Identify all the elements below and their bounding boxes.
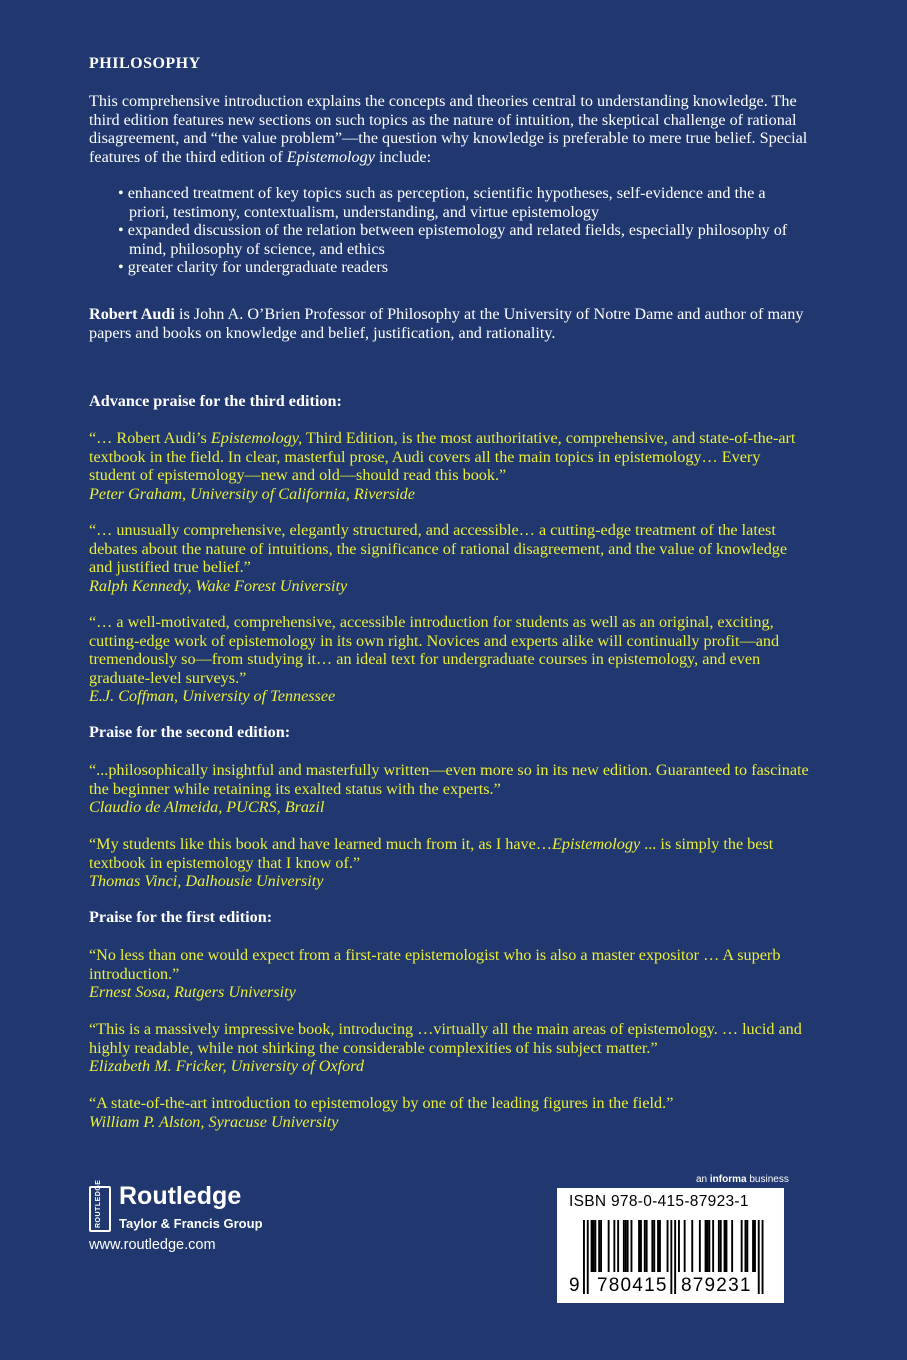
- author-bio: [89, 305, 809, 342]
- barcode-bar: [718, 1220, 720, 1272]
- quote-attribution: William P. Alston, Syracuse University: [89, 1112, 339, 1131]
- isbn-barcode: [557, 1188, 784, 1303]
- barcode-bar: [591, 1220, 593, 1272]
- barcode-bar: [731, 1220, 733, 1272]
- barcode-bar: [678, 1220, 680, 1272]
- barcode-bar: [705, 1220, 707, 1272]
- feature-item: • expanded discussion of the relation between epistemology and related fields, especially philosophy of mind, philosophy of science, and ethics: [118, 221, 808, 258]
- barcode-bar: [608, 1220, 610, 1272]
- quote-attribution: Thomas Vinci, Dalhousie University: [89, 872, 324, 890]
- quote-attribution: Elizabeth M. Fricker, University of Oxford: [89, 1057, 364, 1075]
- author-name: Robert Audi: [89, 305, 175, 323]
- isbn-label: ISBN 978-0-415-87923-1: [569, 1193, 749, 1210]
- barcode-bar: [613, 1220, 615, 1272]
- barcode-bar: [623, 1220, 625, 1272]
- barcode-bar: [752, 1220, 754, 1272]
- publisher-group: Taylor & Francis Group: [119, 1216, 263, 1231]
- section-heading-third-edition: Advance praise for the third edition:: [89, 392, 342, 410]
- barcode-bar: [593, 1220, 595, 1272]
- feature-item: • greater clarity for undergraduate readers: [118, 258, 808, 277]
- praise-quote: “No less than one would expect from a first-rate epistemologist who is also a master expositor … A superb introduction.” Ernest Sosa, Rutgers University: [89, 946, 809, 1002]
- praise-quote: “...philosophically insightful and masterfully written—even more so in its new edition. Guaranteed to fascinate the beginner while retaining its exalted status with the experts.” Claudio de Almeida, PUCRS, Brazil: [89, 761, 809, 816]
- praise-quote: “This is a massively impressive book, introducing …virtually all the main areas of epistemology. … lucid and highly readable, while not shirking the considerable complexities of his subject matter.” Elizabeth M. Fricker, University of Oxford: [89, 1020, 809, 1076]
- barcode-bar: [670, 1220, 672, 1294]
- description-end: include:: [374, 147, 432, 166]
- barcode-bar: [708, 1220, 710, 1272]
- praise-quote: “A state-of-the-art introduction to epistemology by one of the leading figures in the field.” William P. Alston, Syracuse University: [89, 1094, 809, 1131]
- barcode-bar: [659, 1220, 661, 1272]
- barcode-bar: [640, 1220, 642, 1272]
- barcode-bar: [657, 1220, 659, 1272]
- barcode-bar: [631, 1220, 633, 1272]
- quote-attribution: E.J. Coffman, University of Tennessee: [89, 687, 336, 705]
- barcode-bar: [712, 1220, 714, 1272]
- barcode-bar: [724, 1220, 726, 1272]
- barcode-bar: [617, 1220, 619, 1272]
- publisher-logo: [89, 1179, 279, 1256]
- barcode-bar: [653, 1220, 655, 1272]
- routledge-mark-icon: ROUTLEDGE: [89, 1186, 111, 1232]
- barcode-bar: [625, 1220, 627, 1272]
- praise-quote: “… Robert Audi’s Epistemology, Third Edition, is the most authoritative, comprehensive, and state-of-the-art textbook in the field. In clear, masterful prose, Audi covers all the main topics in epistemology… Every student of epistemology—new and old—should read this book.” Peter Graham, University of California, Riverside: [89, 429, 809, 503]
- barcode-bar: [699, 1220, 701, 1272]
- barcode-bar: [627, 1220, 629, 1272]
- feature-item: • enhanced treatment of key topics such as perception, scientific hypotheses, self-evidence and the a priori, testimony, contextualism, understanding, and virtue epistemology: [118, 184, 808, 221]
- quote-attribution: Peter Graham, University of California, Riverside: [89, 484, 415, 503]
- praise-quote: “… unusually comprehensive, elegantly structured, and accessible… a cutting-edge treatment of the latest debates about the nature of intuitions, the significance of rational disagreement, and the value of knowledge and justified true belief.” Ralph Kennedy, Wake Forest University: [89, 521, 809, 595]
- barcode-bar: [651, 1220, 653, 1272]
- author-bio-text: is John A. O’Brien Professor of Philosophy at the University of Notre Dame and author of many papers and books on knowledge and belief, justification, and rationality.: [89, 305, 804, 342]
- praise-quote: “My students like this book and have learned much from it, as I have…Epistemology ... is simply the best textbook in epistemology that I know of.” Thomas Vinci, Dalhousie University: [89, 835, 809, 891]
- quote-attribution: Ernest Sosa, Rutgers University: [89, 983, 296, 1001]
- quote-attribution: Claudio de Almeida, PUCRS, Brazil: [89, 798, 325, 816]
- barcode-bar: [707, 1220, 709, 1272]
- publisher-url: www.routledge.com: [89, 1237, 216, 1253]
- barcode-bar: [720, 1220, 722, 1272]
- barcode-graphic: [557, 1188, 784, 1303]
- barcode-bar: [726, 1220, 728, 1272]
- barcode-bar: [646, 1220, 648, 1272]
- barcode-bar: [746, 1220, 748, 1272]
- barcode-bar: [644, 1220, 646, 1272]
- barcode-bar: [762, 1220, 764, 1294]
- book-description: [89, 92, 809, 166]
- description-text: This comprehensive introduction explains the concepts and theories central to understanding knowledge. The third edition features new sections on such topics as the nature of intuition, the skeptical challenge of rational disagreement, and “the value problem”—the question why knowledge is preferable to mere true belief. Special features of the third edition of: [89, 92, 808, 166]
- barcode-bar: [758, 1220, 760, 1294]
- description-book-title: Epistemology: [286, 147, 375, 166]
- category-label: PHILOSOPHY: [89, 55, 201, 72]
- section-heading-second-edition: Praise for the second edition:: [89, 723, 291, 741]
- barcode-bar: [674, 1220, 676, 1294]
- publisher-name: Routledge: [119, 1182, 242, 1210]
- feature-list: [118, 184, 808, 277]
- barcode-bar: [594, 1220, 596, 1272]
- informa-tagline: an informa business: [696, 1174, 789, 1185]
- barcode-bar: [745, 1220, 747, 1272]
- praise-quote: “… a well-motivated, comprehensive, accessible introduction for students as well as an original, exciting, cutting-edge work of epistemology in its own right. Novices and experts alike will continually profit—and tremendously so—from studying it… an ideal text for undergraduate courses in epistemology, and even graduate-level surveys.” E.J. Coffman, University of Tennessee: [89, 613, 809, 706]
- barcode-bar: [754, 1220, 756, 1272]
- barcode-first-digit: 9: [569, 1275, 580, 1296]
- barcode-bar: [741, 1220, 743, 1272]
- barcode-bar: [638, 1220, 640, 1272]
- quote-attribution: Ralph Kennedy, Wake Forest University: [89, 576, 348, 595]
- barcode-bar: [598, 1220, 600, 1272]
- barcode-bar: [600, 1220, 602, 1272]
- barcode-digits-right: 879231: [681, 1275, 752, 1296]
- barcode-bar: [691, 1220, 693, 1272]
- barcode-digits-left: 780415: [597, 1275, 668, 1296]
- barcode-bar: [684, 1220, 686, 1272]
- section-heading-first-edition: Praise for the first edition:: [89, 908, 273, 926]
- barcode-bar: [583, 1220, 585, 1294]
- barcode-bar: [667, 1220, 669, 1272]
- barcode-bar: [587, 1220, 589, 1294]
